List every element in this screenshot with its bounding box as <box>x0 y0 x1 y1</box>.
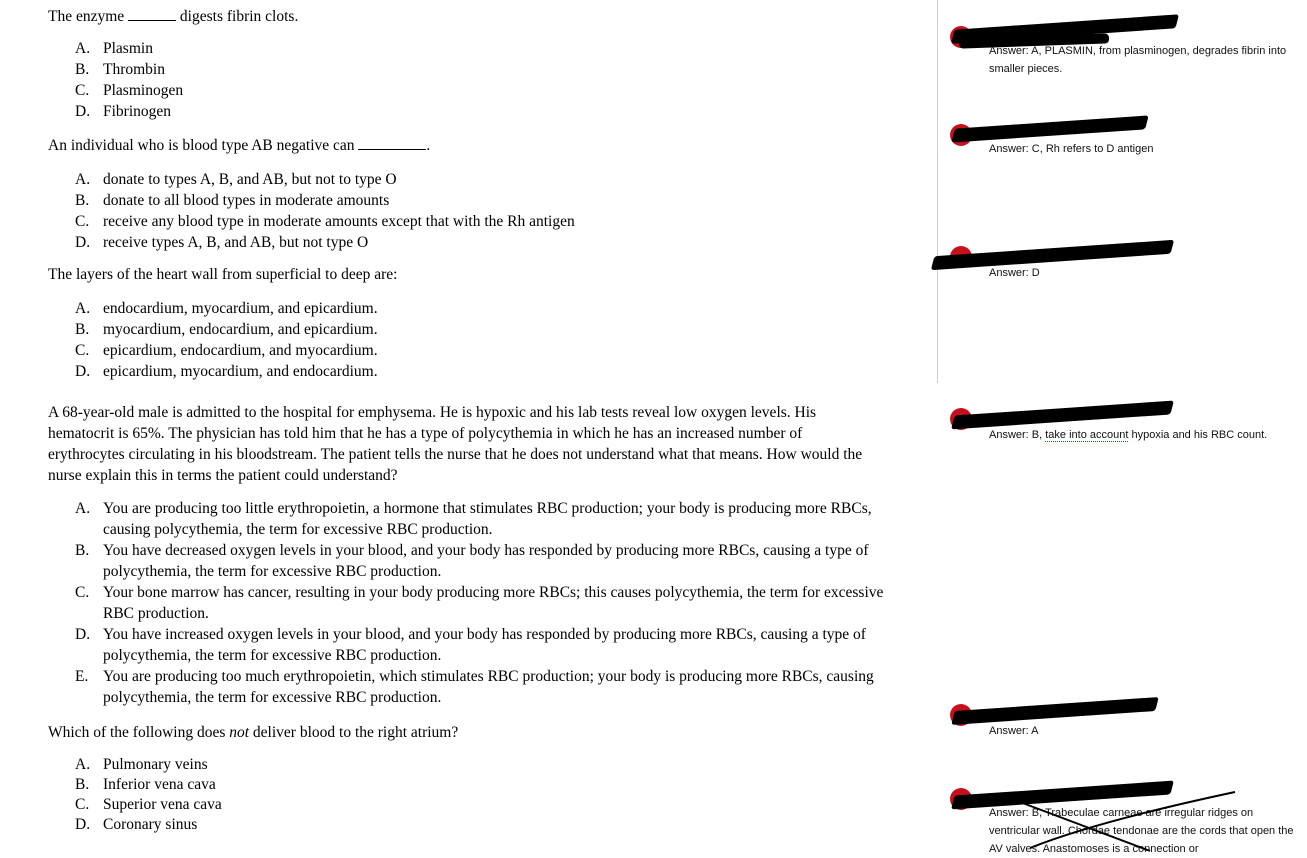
option-text: Plasmin <box>103 40 153 57</box>
option-text: Pulmonary veins <box>103 756 208 773</box>
flagged-phrase: take into account <box>1045 429 1129 441</box>
option-text: Thrombin <box>103 61 165 78</box>
option <box>75 582 885 624</box>
strikeout-scribble <box>960 788 1260 851</box>
option-text: Your bone marrow has cancer, resulting in your body producing more RBCs; this causes polycythemia, the term for excessive RBC production. <box>103 584 884 622</box>
comment-text-start: Answer: B, <box>989 429 1046 441</box>
option <box>75 755 895 775</box>
comment-text: Answer: A <box>989 725 1039 737</box>
option <box>75 59 895 80</box>
option-text: myocardium, endocardium, and epicardium. <box>103 321 378 338</box>
option <box>75 211 895 232</box>
question-2-options <box>75 169 895 253</box>
question-3-options <box>75 298 895 382</box>
option-letter: C. <box>75 213 90 230</box>
option <box>75 232 895 253</box>
option <box>75 540 885 582</box>
option-letter: C. <box>75 82 90 99</box>
redacted-author <box>951 115 1148 142</box>
answer-blank <box>128 8 176 21</box>
option-text: You have decreased oxygen levels in your blood, and your body has responded by producing more RBCs, causing a type of polycythemia, the term for excessive RBC production. <box>103 542 869 580</box>
comments-pane <box>945 0 1307 855</box>
comment-text: Answer: C, Rh refers to D antigen <box>989 143 1154 155</box>
question-1-options <box>75 38 895 122</box>
question-4-options <box>75 498 885 708</box>
option-text: Superior vena cava <box>103 796 222 813</box>
option-text: Plasminogen <box>103 82 184 99</box>
option-text: receive any blood type in moderate amounts except that with the Rh antigen <box>103 213 575 230</box>
option <box>75 101 895 122</box>
option <box>75 795 895 815</box>
option-letter: E. <box>75 668 89 685</box>
option-text: epicardium, myocardium, and endocardium. <box>103 363 378 380</box>
option-text: Fibrinogen <box>103 103 172 120</box>
comment-margin-divider <box>937 0 938 383</box>
option-letter: A. <box>75 756 91 773</box>
option <box>75 340 895 361</box>
question-5-stem-emphasis: not <box>229 724 250 741</box>
answer-blank <box>358 137 426 150</box>
comment-text: Answer: B, Trabeculae carneae are irregular ridges on ventricular wall. Chordae tendonae are the cords that open the AV valves. Anastomoses is a connection or <box>989 807 1294 855</box>
option <box>75 169 895 190</box>
option <box>75 319 895 340</box>
option-text: Coronary sinus <box>103 816 198 833</box>
option-text: donate to all blood types in moderate amounts <box>103 192 390 209</box>
option <box>75 624 885 666</box>
option <box>75 815 895 835</box>
option <box>75 38 895 59</box>
question-5-stem-start: Which of the following does <box>48 724 230 741</box>
option <box>75 361 895 382</box>
option-letter: D. <box>75 103 91 120</box>
option-letter: A. <box>75 500 91 517</box>
question-1-stem <box>48 6 898 27</box>
option <box>75 80 895 101</box>
option-letter: D. <box>75 626 91 643</box>
option-text: You are producing too little erythropoietin, a hormone that stimulates RBC production; your body is producing more RBCs, causing polycythemia, the term for excessive RBC production. <box>103 500 872 538</box>
comment-text <box>989 426 1299 444</box>
question-5-stem-end: deliver blood to the right atrium? <box>249 724 459 741</box>
option <box>75 190 895 211</box>
option-text: epicardium, endocardium, and myocardium. <box>103 342 378 359</box>
option <box>75 775 895 795</box>
question-1-stem-start: The enzyme <box>48 8 129 25</box>
question-2-stem-start: An individual who is blood type AB negative can <box>48 137 359 154</box>
comment-text: Answer: D <box>989 267 1040 279</box>
comment-text-end: hypoxia and his RBC count. <box>1128 429 1268 441</box>
option-text: Inferior vena cava <box>103 776 216 793</box>
question-3-stem: The layers of the heart wall from superficial to deep are: <box>48 266 398 283</box>
question-2-stem-end: . <box>426 137 431 154</box>
option-letter: D. <box>75 234 91 251</box>
question-5-stem <box>48 722 898 743</box>
option-text: receive types A, B, and AB, but not type O <box>103 234 369 251</box>
option-letter: B. <box>75 776 90 793</box>
option-letter: A. <box>75 40 91 57</box>
question-4-stem: A 68-year-old male is admitted to the hospital for emphysema. He is hypoxic and his lab tests reveal low oxygen levels. His hematocrit is 65%. The physician has told him that he has a type of polycythemia in which he has an increased number of erythrocytes circulating in his bloodstream. The patient tells the nurse that he does not understand what that means. How would the nurse explain this in terms the patient could understand? <box>48 404 863 484</box>
option <box>75 298 895 319</box>
option-letter: C. <box>75 796 90 813</box>
option-letter: A. <box>75 171 91 188</box>
option-text: endocardium, myocardium, and epicardium. <box>103 300 378 317</box>
option-letter: D. <box>75 816 91 833</box>
option-letter: A. <box>75 300 91 317</box>
option-text: donate to types A, B, and AB, but not to type O <box>103 171 397 188</box>
question-5-options <box>75 755 895 835</box>
option-letter: D. <box>75 363 91 380</box>
option-letter: B. <box>75 321 90 338</box>
option-letter: C. <box>75 342 90 359</box>
option <box>75 666 885 708</box>
option-letter: C. <box>75 584 90 601</box>
question-2-stem <box>48 135 898 156</box>
option-letter: B. <box>75 192 90 209</box>
option-text: You have increased oxygen levels in your blood, and your body has responded by producing more RBCs, causing a type of polycythemia, the term for excessive RBC production. <box>103 626 866 664</box>
option <box>75 498 885 540</box>
option-letter: B. <box>75 542 90 559</box>
option-text: You are producing too much erythropoietin, which stimulates RBC production; your body is producing more RBCs, causing polycythemia, the term for excessive RBC production. <box>103 668 874 706</box>
redacted-author <box>951 697 1159 725</box>
comment-text: Answer: A, PLASMIN, from plasminogen, degrades fibrin into smaller pieces. <box>989 45 1287 75</box>
option-letter: B. <box>75 61 90 78</box>
question-1-stem-end: digests fibrin clots. <box>176 8 299 25</box>
